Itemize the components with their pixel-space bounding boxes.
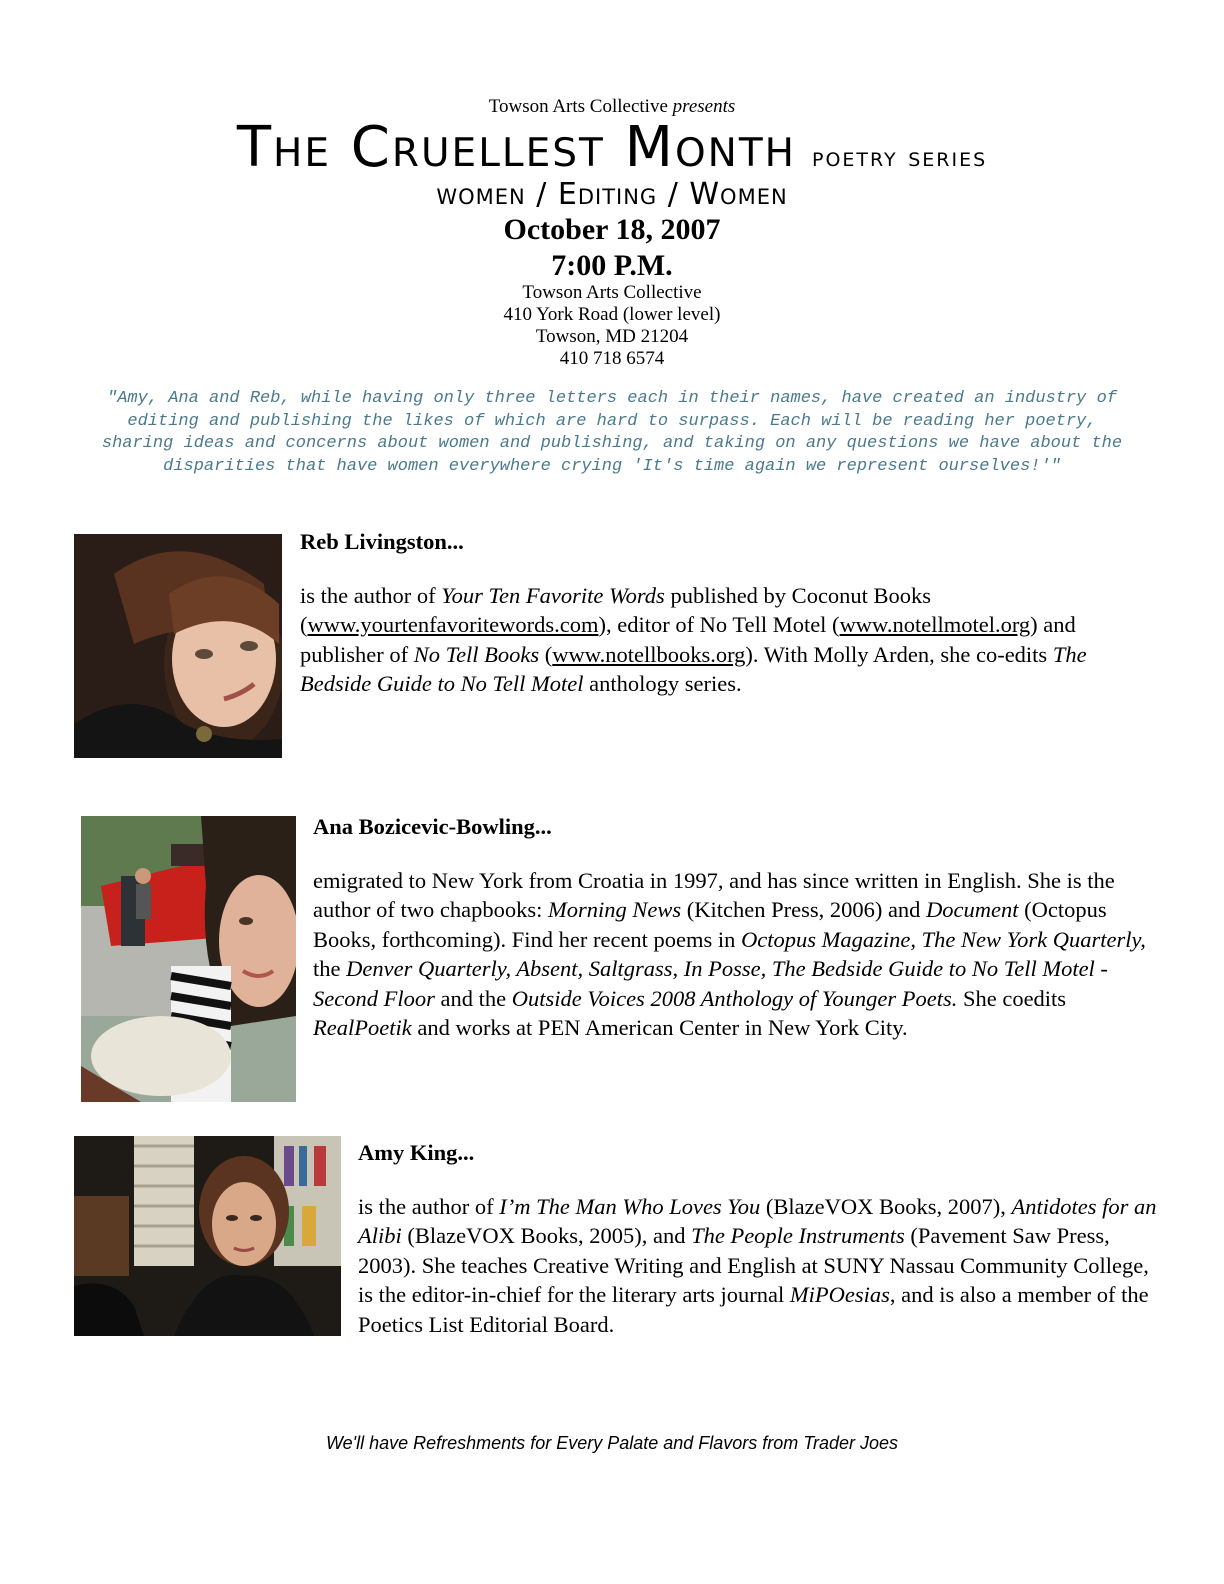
- book-title: I’m The Man Who Loves You: [499, 1193, 761, 1219]
- bio-name: Ana Bozicevic-Bowling...: [313, 814, 552, 839]
- website-link[interactable]: www.notellmotel.org: [839, 612, 1031, 637]
- bio-name: Reb Livingston...: [300, 529, 464, 554]
- venue-phone: 410 718 6574: [559, 348, 665, 369]
- bio-text: [358, 1192, 1158, 1340]
- book-title: The People Instruments: [691, 1223, 905, 1248]
- venue-address: [0, 282, 1224, 370]
- website-link[interactable]: www.yourtenfavoritewords.com: [307, 612, 599, 637]
- event-subtitle: women / Editing / Women: [436, 177, 788, 212]
- venue-street: 410 York Road (lower level): [503, 304, 721, 325]
- bio-name: Amy King...: [358, 1140, 475, 1165]
- title-text: The Cruellest Month: [236, 115, 797, 180]
- bio-fragment: the: [313, 956, 347, 981]
- bio-fragment: and the: [434, 985, 512, 1011]
- venue-name: Towson Arts Collective: [522, 282, 702, 303]
- bio-fragment: (Pavement Saw Press, 2003). She teaches Creative Writing and English at SUNY Nassau Community College, is the editor-in-chief for the literary arts journal: [358, 1223, 1149, 1307]
- book-title: Morning News: [547, 897, 682, 922]
- series-label: poetry series: [812, 142, 988, 173]
- photo-amy-king: [74, 1136, 341, 1336]
- book-title: RealPoetik: [313, 1015, 412, 1040]
- event-time: 7:00 P.M.: [551, 249, 673, 282]
- bio-text: [300, 581, 1150, 699]
- book-title: Document: [926, 897, 1019, 922]
- photo-ana-bozicevic-bowling: [81, 816, 296, 1102]
- photo-reb-livingston: [74, 534, 282, 758]
- book-title: MiPOesias: [789, 1282, 890, 1307]
- bio-fragment: is the author of: [358, 1193, 500, 1219]
- bio-fragment: ), editor of No Tell Motel (: [598, 612, 840, 637]
- book-title: Antidotes for an Alibi: [358, 1193, 1157, 1248]
- bio-fragment: (BlazeVOX Books, 2007),: [760, 1193, 1012, 1219]
- bio-amy-king: [358, 1138, 1158, 1339]
- bio-fragment: , and is also a member of the Poetics List Editorial Board.: [358, 1282, 1149, 1337]
- book-title: Denver Quarterly, Absent, Saltgrass, In Posse, The Bedside Guide to No Tell Motel - Second Floor: [313, 956, 1108, 1011]
- bio-reb-livingston: [300, 527, 1150, 699]
- bio-fragment: ) and publisher of: [300, 612, 1076, 667]
- portrait-image: [74, 1136, 341, 1336]
- bio-fragment: (: [539, 641, 553, 667]
- bio-fragment: and works at PEN American Center in New York City.: [411, 1015, 908, 1040]
- bio-fragment: She coedits: [957, 985, 1067, 1011]
- book-title: The Bedside Guide to No Tell Motel: [300, 641, 1087, 696]
- book-title: Outside Voices 2008 Anthology of Younger Poets.: [511, 985, 958, 1011]
- event-quote: "Amy, Ana and Reb, while having only three letters each in their names, have created an industry of editing and publishing the likes of which are hard to surpass. Each will be reading her poetry, sharing ideas and concerns about women and publishing, and taking on any questions we have about the disparities that have women everywhere crying 'It's time again we represent ourselves!'": [101, 389, 1123, 476]
- portrait-image: [74, 534, 282, 758]
- bio-fragment: published by Coconut Books (: [300, 582, 932, 637]
- book-title: No Tell Books: [413, 641, 540, 667]
- presenter-name: Towson Arts Collective: [488, 96, 668, 117]
- bio-fragment: is the author of: [300, 582, 442, 608]
- website-link[interactable]: www.notellbooks.org: [552, 641, 746, 667]
- bio-fragment: (BlazeVOX Books, 2005), and: [401, 1223, 692, 1248]
- refreshments-note: We'll have Refreshments for Every Palate and Flavors from Trader Joes: [326, 1433, 898, 1453]
- bio-fragment: (Octopus Books, forthcoming). Find her recent poems in: [313, 897, 1107, 952]
- bio-ana-bozicevic-bowling: [313, 812, 1153, 1043]
- book-title: Your Ten Favorite Words: [441, 582, 665, 608]
- bio-fragment: (Kitchen Press, 2006) and: [681, 897, 927, 922]
- venue-city: Towson, MD 21204: [535, 326, 689, 347]
- presents-word: presents: [672, 96, 736, 117]
- bio-fragment: emigrated to New York from Croatia in 1997, and has since written in English. She is the author of two chapbooks:: [313, 867, 1115, 922]
- bio-fragment: ). With Molly Arden, she co-edits: [745, 641, 1053, 667]
- bio-fragment: anthology series.: [583, 671, 742, 696]
- book-title: Octopus Magazine, The New York Quarterly,: [741, 926, 1146, 952]
- event-date: October 18, 2007: [503, 213, 721, 246]
- bio-text: [313, 866, 1153, 1043]
- portrait-image: [81, 816, 296, 1102]
